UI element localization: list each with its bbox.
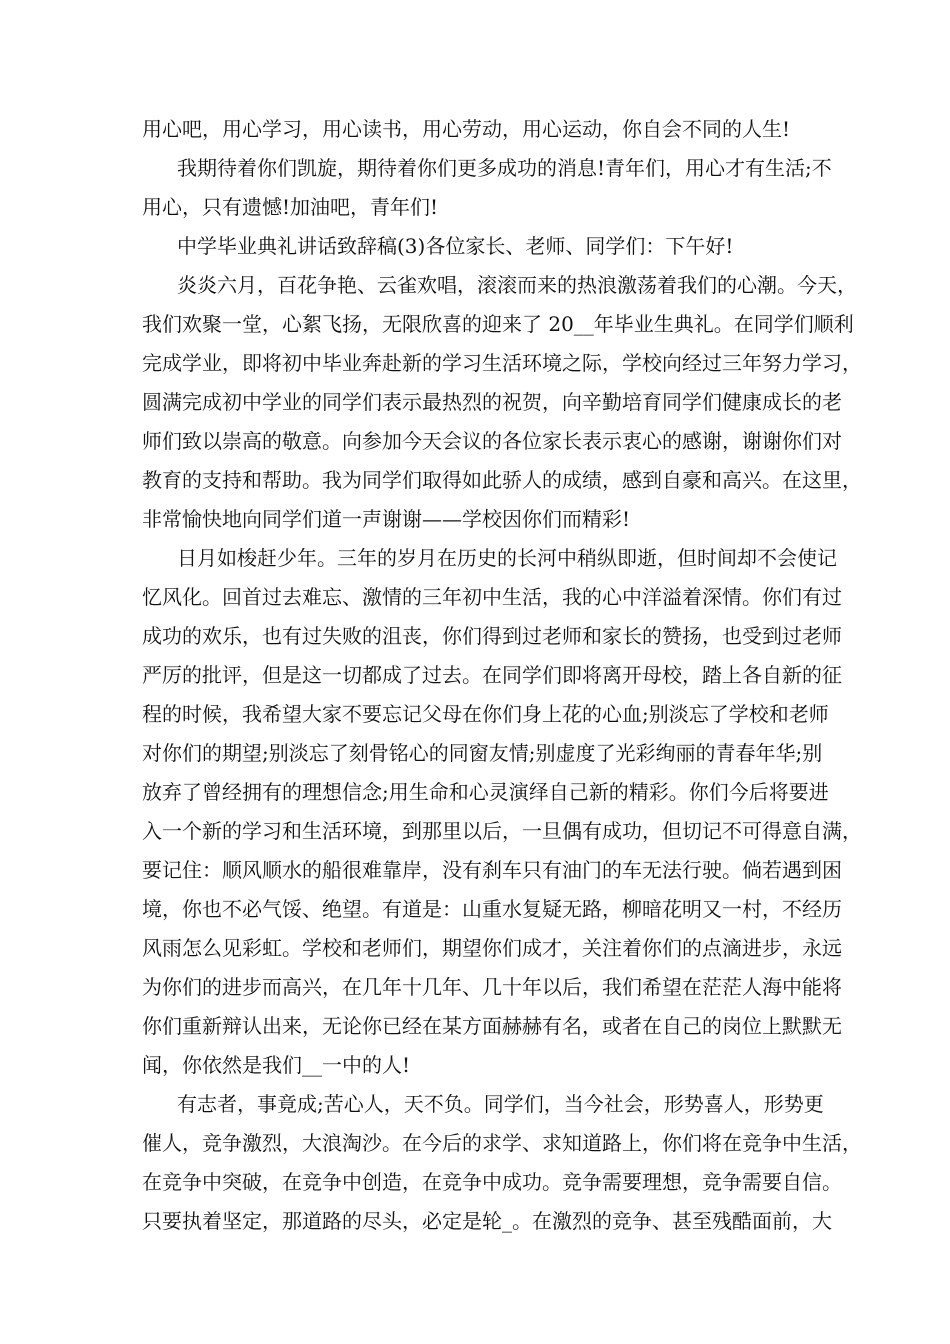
text-line: 要记住：顺风顺水的船很难靠岸，没有刹车只有油门的车无法行驶。倘若遇到困 — [142, 858, 842, 882]
text-line: 成功的欢乐，也有过失败的沮丧，你们得到过老师和家长的赞扬，也受到过老师 — [142, 624, 842, 648]
text-line: 境，你也不必气馁、绝望。有道是：山重水复疑无路，柳暗花明又一村，不经历 — [142, 897, 842, 921]
text-line: 程的时候，我希望大家不要忘记父母在你们身上花的心血;别淡忘了学校和老师 — [142, 702, 829, 726]
text-line: 师们致以崇高的敬意。向参加今天会议的各位家长表示衷心的感谢，谢谢你们对 — [142, 429, 842, 453]
text-line: 只要执着坚定，那道路的尽头，必定是轮_。在激烈的竞争、甚至残酷面前，大 — [142, 1209, 832, 1233]
section-heading: 中学毕业典礼讲话致辞稿(3)各位家长、老师、同学们：下午好! — [177, 234, 734, 258]
text-line: 我们欢聚一堂，心絮飞扬，无限欣喜的迎来了 20__年毕业生典礼。在同学们顺利 — [142, 312, 854, 336]
text-line: 闻，你依然是我们__一中的人! — [142, 1053, 411, 1077]
text-line: 你们重新辩认出来，无论你已经在某方面赫赫有名，或者在自己的岗位上默默无 — [142, 1014, 842, 1038]
text-line: 在竞争中突破，在竞争中创造，在竞争中成功。竞争需要理想，竞争需要自信。 — [142, 1170, 842, 1194]
text-line: 圆满完成初中学业的同学们表示最热烈的祝贺，向辛勤培育同学们健康成长的老 — [142, 390, 842, 414]
text-line: 有志者，事竟成;苦心人，天不负。同学们，当今社会，形势喜人，形势更 — [177, 1092, 824, 1116]
text-line: 完成学业，即将初中毕业奔赴新的学习生活环境之际，学校向经过三年努力学习， — [142, 351, 862, 375]
text-line: 严厉的批评，但是这一切都成了过去。在同学们即将离开母校，踏上各自新的征 — [142, 663, 842, 687]
text-line: 教育的支持和帮助。我为同学们取得如此骄人的成绩，感到自豪和高兴。在这里， — [142, 468, 862, 492]
text-line: 用心，只有遗憾!加油吧，青年们! — [142, 195, 439, 219]
text-line: 放弃了曾经拥有的理想信念;用生命和心灵演绎自己新的精彩。你们今后将要进 — [142, 780, 829, 804]
text-line: 对你们的期望;别淡忘了刻骨铭心的同窗友情;别虚度了光彩绚丽的青春年华;别 — [142, 741, 823, 765]
text-line: 炎炎六月，百花争艳、云雀欢唱，滚滚而来的热浪激荡着我们的心潮。今天， — [177, 273, 857, 297]
text-line: 我期待着你们凯旋，期待着你们更多成功的消息!青年们，用心才有生活;不 — [177, 156, 832, 180]
text-line: 入一个新的学习和生活环境，到那里以后，一旦偶有成功，但切记不可得意自满， — [142, 819, 862, 843]
text-line: 日月如梭赶少年。三年的岁月在历史的长河中稍纵即逝，但时间却不会使记 — [177, 546, 837, 570]
text-line: 非常愉快地向同学们道一声谢谢——学校因你们而精彩! — [142, 507, 631, 531]
text-line: 用心吧，用心学习，用心读书，用心劳动，用心运动，你自会不同的人生! — [142, 117, 791, 141]
text-line: 催人，竞争激烈，大浪淘沙。在今后的求学、求知道路上，你们将在竞争中生活， — [142, 1131, 862, 1155]
text-line: 忆风化。回首过去难忘、激情的三年初中生活，我的心中洋溢着深情。你们有过 — [142, 585, 842, 609]
text-line: 为你们的进步而高兴，在几年十几年、几十年以后，我们希望在茫茫人海中能将 — [142, 975, 842, 999]
text-line: 风雨怎么见彩虹。学校和老师们，期望你们成才，关注着你们的点滴进步，永远 — [142, 936, 842, 960]
